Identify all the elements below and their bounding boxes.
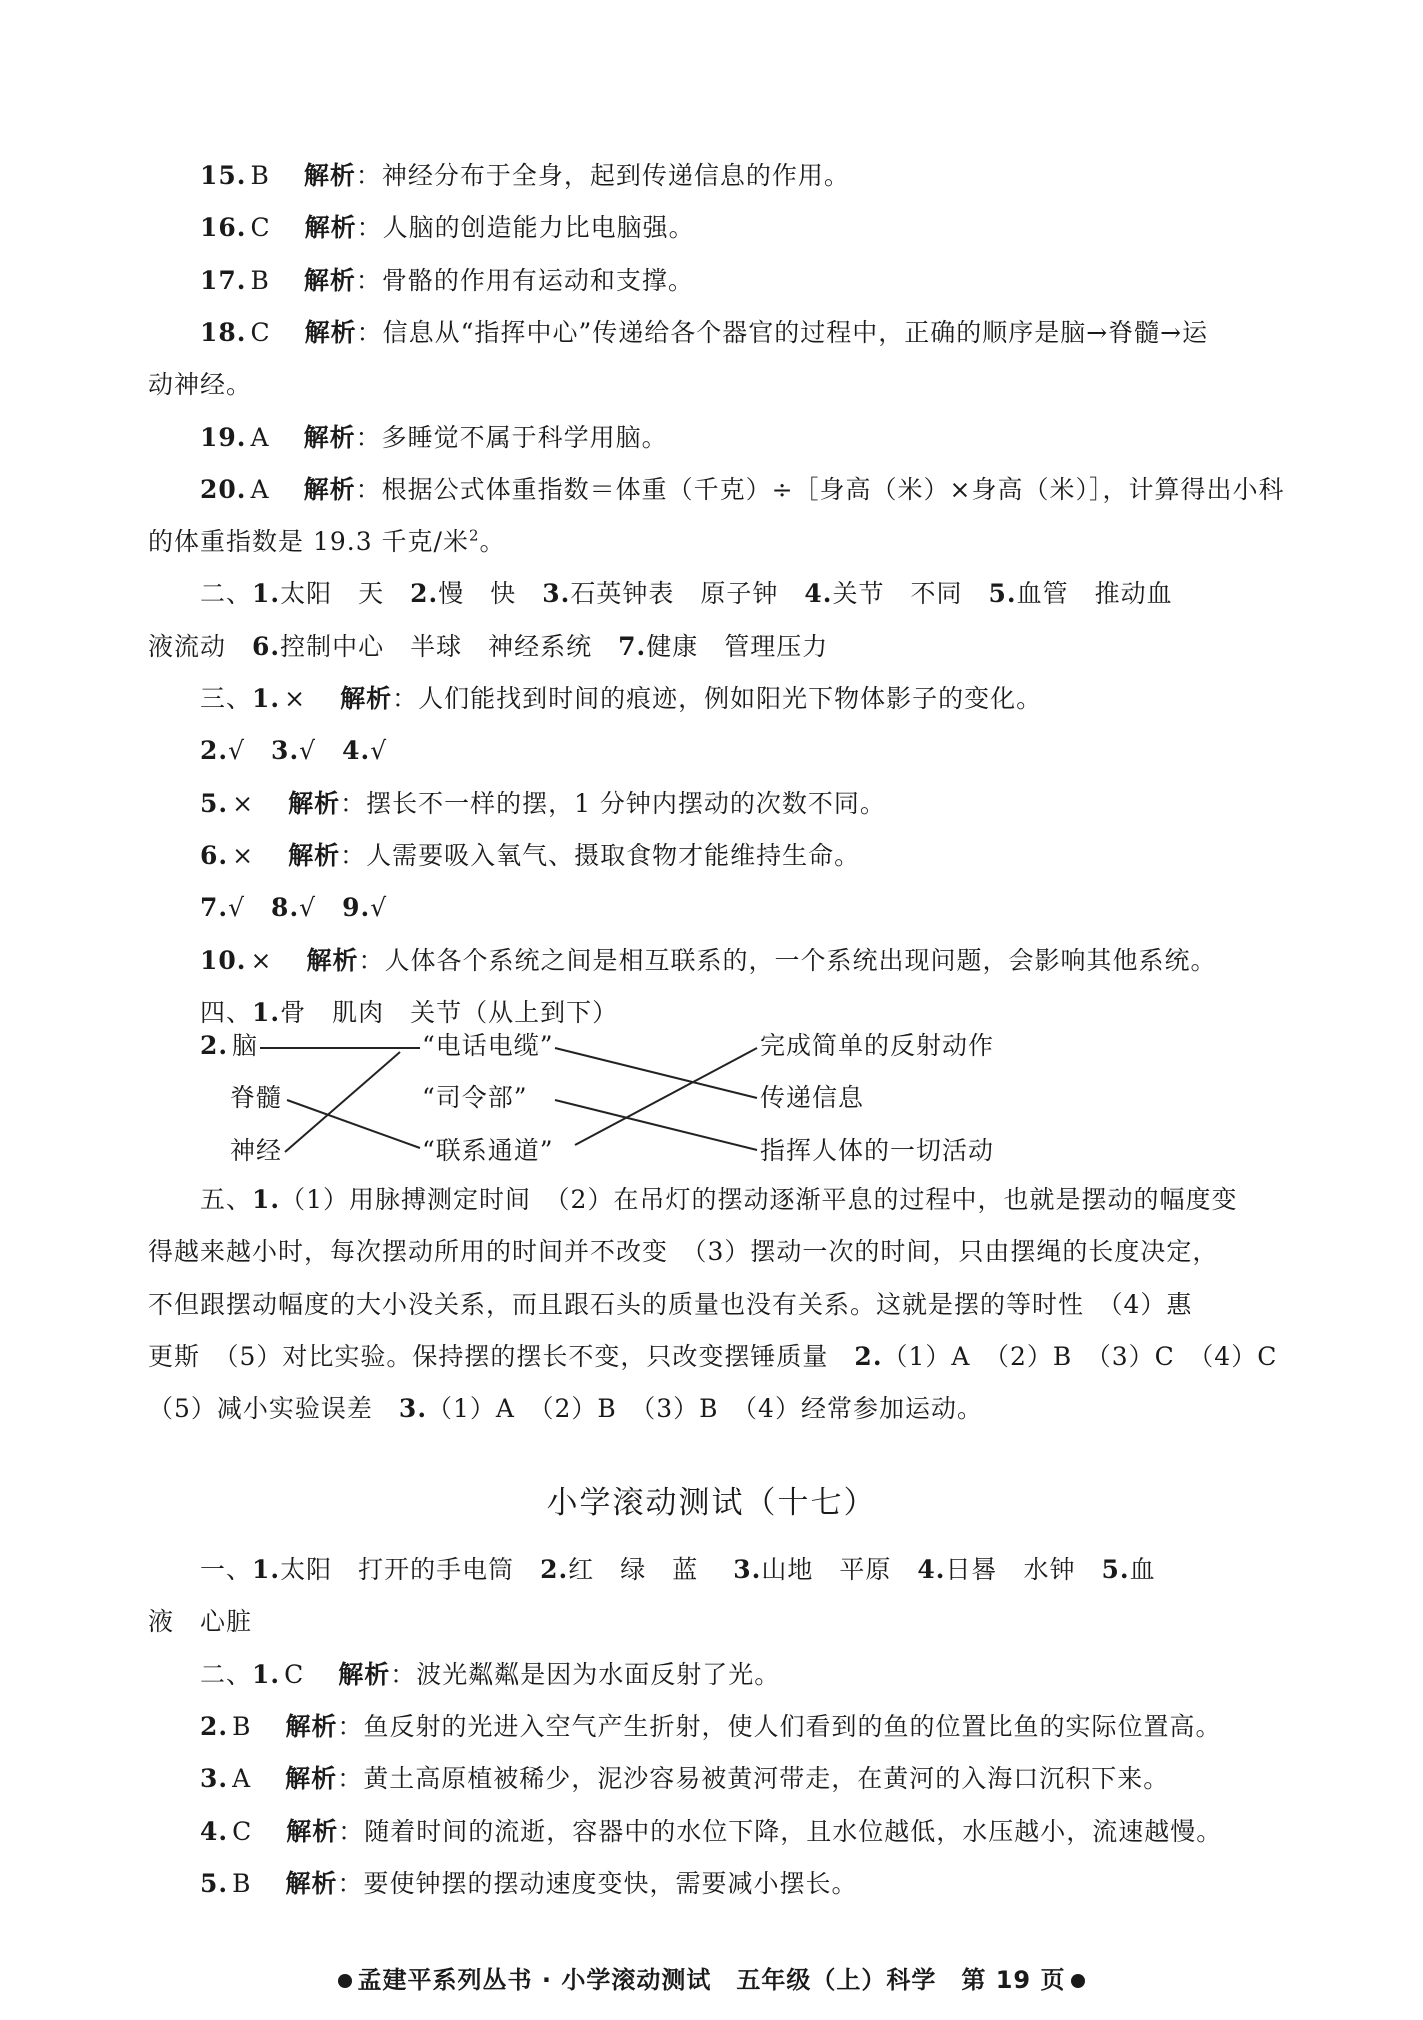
analysis-label: 解析 [285, 1764, 338, 1794]
item-number: 2. [854, 1341, 883, 1371]
answer-text: ：摆长不一样的摆，1 分钟内摆动的次数不同。 [340, 788, 886, 818]
match-right-2: 指挥人体的一切活动 [760, 1136, 995, 1165]
answer-line [148, 1340, 1277, 1374]
answer-text: ：多睡觉不属于科学用脑。 [355, 422, 668, 452]
answer-line [200, 1553, 1156, 1587]
answer-text: ：要使钟摆的摆动速度变快，需要减小摆长。 [337, 1868, 858, 1898]
analysis-label: 解析 [288, 788, 341, 818]
analysis-label: 解析 [303, 474, 356, 504]
answer-line [148, 1605, 252, 1639]
answer-choice: A [232, 1764, 252, 1794]
answer-text: ：信息从“指挥中心”传递给各个器官的过程中，正确的顺序是脑→脊髓→运 [356, 317, 1209, 347]
item-number: 16. [200, 213, 247, 243]
answer-text: 血管 推动血 [1016, 579, 1173, 609]
item-number: 3. [542, 579, 571, 609]
item-number: 9. [342, 893, 371, 923]
answer-choice: × [284, 684, 307, 713]
line-spine-to-channel [287, 1100, 420, 1148]
item-number: 4. [804, 579, 833, 609]
answer-line [200, 1762, 1169, 1796]
answer-text: （5）减小实验误差 [148, 1394, 399, 1424]
answer-text: 二、 [200, 1659, 253, 1689]
answer-line [200, 316, 1208, 350]
answer-line [200, 1815, 1222, 1849]
answer-line [200, 473, 1284, 507]
analysis-label: 解析 [304, 317, 357, 347]
answer-text: 四、 [200, 997, 253, 1027]
answer-line [200, 996, 618, 1030]
answer-line [200, 1867, 858, 1901]
answer-text: 更斯 （5）对比实验。保持摆的摆长不变，只改变摆锤质量 [148, 1341, 855, 1371]
answer-choice: × [232, 840, 255, 870]
matching-prefix: 2. [200, 1031, 229, 1060]
answer-choice: × [232, 788, 255, 818]
answer-text: ：神经分布于全身，起到传递信息的作用。 [355, 161, 850, 190]
answer-text: 一、 [200, 1555, 253, 1584]
line-cable-to-nerve [285, 1052, 400, 1152]
item-number: 15. [200, 161, 247, 190]
answer-line [200, 211, 695, 245]
answer-text: ：人们能找到时间的痕迹，例如阳光下物体影子的变化。 [392, 684, 1043, 713]
answer-text: 。 [479, 527, 506, 557]
answer-text: ：人脑的创造能力比电脑强。 [356, 213, 695, 243]
item-number: 4. [200, 1816, 229, 1846]
answer-choice: A [250, 474, 270, 504]
answer-text: ：人需要吸入氧气、摄取食物才能维持生命。 [340, 840, 861, 870]
analysis-label: 解析 [288, 840, 341, 870]
item-number: 2. [410, 579, 439, 609]
answer-text: 动神经。 [148, 370, 253, 400]
answer-text: 液 心脏 [148, 1607, 253, 1637]
analysis-label: 解析 [306, 945, 359, 975]
item-number: 3. [271, 736, 300, 766]
answer-choice: × [250, 945, 273, 975]
answer-choice: C [250, 317, 271, 347]
answer-text: ：鱼反射的光进入空气产生折射，使人们看到的鱼的位置比鱼的实际位置高。 [337, 1711, 1222, 1741]
answer-text: √ [299, 736, 343, 766]
item-number: 3. [200, 1764, 229, 1794]
analysis-label: 解析 [340, 684, 393, 713]
match-middle-1: “司令部” [422, 1083, 528, 1112]
answer-text: ：根据公式体重指数＝体重（千克）÷［身高（米）×身高（米）］，计算得出小科 [355, 474, 1285, 504]
answer-line [200, 787, 886, 821]
answer-text: 石英钟表 原子钟 [570, 579, 805, 609]
answer-line [200, 891, 387, 925]
item-number: 1. [252, 579, 281, 609]
answer-choice: C [232, 1816, 253, 1846]
item-number: 7. [200, 893, 229, 923]
match-middle-0: “电话电缆” [422, 1031, 554, 1060]
item-number: 3. [398, 1394, 428, 1424]
footer-text: 孟建平系列丛书 · 小学滚动测试 五年级（上）科学 第 19 页 [357, 1966, 1066, 1994]
answer-text: 得越来越小时，每次摆动所用的时间并不改变 （3）摆动一次的时间，只由摆绳的长度决定， [148, 1237, 1219, 1267]
item-number: 5. [988, 579, 1017, 609]
answer-line [148, 1235, 1218, 1269]
answer-line [148, 1392, 983, 1426]
analysis-label: 解析 [304, 213, 357, 243]
answer-text: √ [228, 736, 272, 766]
item-number: 7. [618, 631, 647, 661]
answer-choice: A [250, 422, 270, 452]
answer-choice: C [284, 1659, 305, 1689]
answer-line [200, 839, 860, 873]
answer-text: 控制中心 半球 神经系统 [280, 631, 619, 661]
item-number: 6. [252, 631, 281, 661]
answer-line [200, 421, 668, 455]
match-left-0: 脑 [232, 1031, 259, 1060]
analysis-label: 解析 [338, 1659, 391, 1689]
answer-text: 不但跟摆动幅度的大小没关系，而且跟石头的质量也没有关系。这就是摆的等时性 （4）惠 [148, 1289, 1193, 1319]
answer-line [200, 159, 850, 193]
answer-choice: B [232, 1868, 252, 1898]
answer-line [200, 264, 694, 298]
answer-text: 血 [1129, 1555, 1156, 1584]
item-number: 2. [200, 736, 229, 766]
answer-text: ：波光粼粼是因为水面反射了光。 [390, 1659, 781, 1689]
answer-line [148, 1288, 1192, 1322]
answer-choice: B [250, 161, 270, 190]
answer-text: √ [228, 893, 272, 923]
answer-text: 慢 快 [438, 579, 543, 609]
answer-line [148, 525, 506, 559]
item-number: 2. [200, 1711, 229, 1741]
answer-choice: C [250, 213, 271, 243]
analysis-label: 解析 [286, 1816, 339, 1846]
footer-bullet-right [1071, 1974, 1085, 1988]
footer-bullet-left [338, 1974, 352, 1988]
item-number: 1. [252, 1659, 281, 1689]
line-cable-to-transmit [555, 1048, 757, 1098]
match-right-1: 传递信息 [760, 1083, 865, 1112]
answer-text: （1）A （2）B （3）C （4）C [882, 1341, 1278, 1371]
answer-choice: B [232, 1711, 252, 1741]
item-number: 17. [200, 265, 247, 295]
answer-line [200, 734, 387, 768]
answer-line [200, 1658, 780, 1692]
answer-line [200, 1183, 1237, 1217]
analysis-label: 解析 [285, 1711, 338, 1741]
section-title: 小学滚动测试（十七） [546, 1485, 877, 1521]
answer-text: ：黄土高原植被稀少，泥沙容易被黄河带走，在黄河的入海口沉积下来。 [337, 1764, 1170, 1794]
line-channel-to-reflex [575, 1048, 757, 1145]
answer-text: 健康 管理压力 [646, 631, 829, 661]
match-left-2: 神经 [230, 1136, 283, 1165]
answer-line [200, 944, 1216, 978]
analysis-label: 解析 [303, 422, 356, 452]
answer-text: 太阳 天 [280, 579, 411, 609]
item-number: 5. [200, 1868, 229, 1898]
answer-text: √ [299, 893, 343, 923]
item-number: 3. [733, 1555, 762, 1584]
analysis-label: 解析 [285, 1868, 338, 1898]
analysis-label: 解析 [303, 161, 356, 190]
item-number: 10. [200, 945, 247, 975]
item-number: 1. [252, 684, 281, 713]
item-number: 4. [917, 1555, 946, 1584]
item-number: 19. [200, 422, 247, 452]
analysis-label: 解析 [303, 265, 356, 295]
item-number: 5. [1101, 1555, 1130, 1584]
answer-text: 太阳 打开的手电筒 [280, 1555, 541, 1584]
answer-text: √ [370, 736, 388, 766]
answer-text: ：人体各个系统之间是相互联系的，一个系统出现问题，会影响其他系统。 [358, 945, 1217, 975]
item-number: 18. [200, 317, 247, 347]
answer-text: 山地 平原 [761, 1555, 918, 1584]
item-number: 8. [271, 893, 300, 923]
item-number: 2. [540, 1555, 569, 1584]
match-left-1: 脊髓 [230, 1083, 283, 1112]
answer-line [200, 682, 1042, 716]
answer-text: 三、 [200, 684, 253, 713]
answer-text: √ [370, 893, 388, 923]
item-number: 1. [252, 1555, 281, 1584]
answer-text: （1）A （2）B （3）B （4）经常参加运动。 [427, 1394, 983, 1424]
answer-line [200, 577, 1173, 611]
answer-line [148, 630, 828, 664]
match-middle-2: “联系通道” [422, 1136, 554, 1165]
superscript: 2 [468, 526, 480, 545]
item-number: 4. [342, 736, 371, 766]
page-footer [0, 1960, 1423, 1995]
item-number: 6. [200, 840, 229, 870]
answer-text: 五、 [200, 1185, 253, 1214]
answer-text: 骨 肌肉 关节（从上到下） [280, 997, 619, 1027]
answer-text: （1）用脉搏测定时间 （2）在吊灯的摆动逐渐平息的过程中，也就是摆动的幅度变 [280, 1185, 1238, 1214]
item-number: 1. [252, 997, 281, 1027]
answer-text: 红 绿 蓝 [568, 1555, 734, 1584]
match-right-0: 完成简单的反射动作 [760, 1031, 995, 1060]
answer-text: 液流动 [148, 631, 253, 661]
answer-text: 关节 不同 [832, 579, 989, 609]
answer-text: ：随着时间的流逝，容器中的水位下降，且水位越低，水压越小，流速越慢。 [338, 1816, 1223, 1846]
answer-text: 二、 [200, 579, 253, 609]
line-command-to-control [555, 1100, 757, 1150]
answer-text: 的体重指数是 19.3 千克/米 [148, 527, 469, 557]
item-number: 20. [200, 474, 247, 504]
answer-text: 日晷 水钟 [945, 1555, 1102, 1584]
answer-choice: B [250, 265, 270, 295]
answer-line [148, 368, 252, 402]
answer-line [200, 1710, 1222, 1744]
item-number: 5. [200, 788, 229, 818]
answer-text: ：骨骼的作用有运动和支撑。 [355, 265, 694, 295]
item-number: 1. [252, 1185, 281, 1214]
